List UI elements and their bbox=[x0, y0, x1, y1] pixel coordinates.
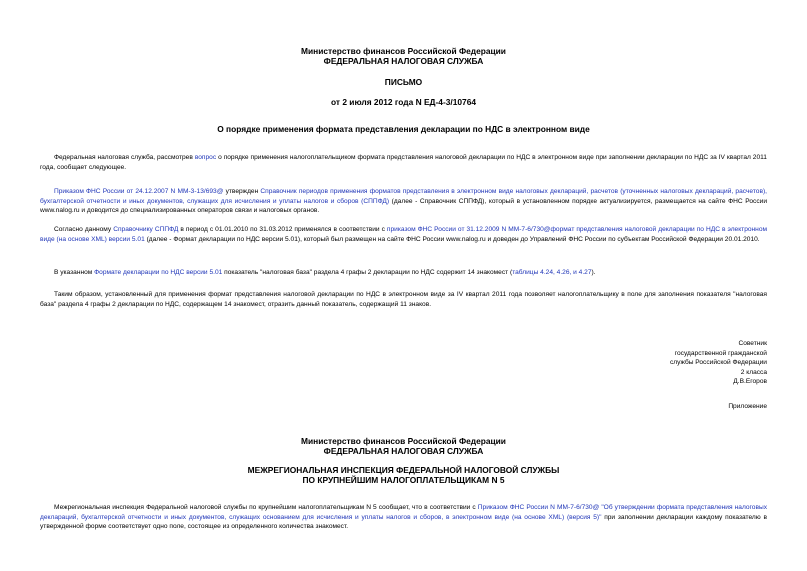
signature-rank-2: службы Российской Федерации bbox=[669, 359, 767, 367]
ministry-title-2: Министерство финансов Российской Федерации bbox=[301, 436, 506, 446]
inspection-title-line2: ПО КРУПНЕЙШИМ НАЛОГОПЛАТЕЛЬЩИКАМ N 5 bbox=[302, 475, 505, 485]
attachment-label: Приложение bbox=[728, 403, 767, 410]
paragraph-format bbox=[40, 225, 767, 244]
text: при заполнении декларации каждому показателю в утвержденной форме соответствует одно поле, состоящее из определенного количества знакомест. bbox=[40, 513, 767, 530]
text: Таким образом, установленный для применения формат представления налоговой декларации по НДС в электронном виде за IV квартал 2011 года позволяет налогоплательщику в поле для заполнения показателя "налоговая база" раздела 4 графы 2 декларации по НДС, содержащем 14 знакомест, отразить данный показатель, содержащий 11 знаков. bbox=[40, 291, 767, 308]
link-order-mm-3-13-693[interactable]: Приказом ФНС России от 24.12.2007 N ММ-3-13/693@ bbox=[54, 188, 224, 195]
paragraph-conclusion bbox=[40, 290, 767, 309]
paragraph-order bbox=[40, 187, 767, 216]
text: о порядке применения налогоплательщиком формата представления налоговой декларации по НДС в электронном виде при заполнении декларации по НДС за IV квартал 2011 года, сообщает следующее. bbox=[40, 154, 767, 171]
link-format-5-01[interactable]: формат представления налоговой декларации по НДС в электронном виде (на основе XML) версии 5.01 bbox=[40, 226, 768, 243]
link-sppfd[interactable]: Справочнику СППФД bbox=[113, 226, 179, 233]
document-date: от 2 июля 2012 года N ЕД-4-3/10764 bbox=[330, 97, 477, 107]
text: показатель "налоговая база" раздела 4 графы 2 декларации по НДС содержит 14 знакомест ( bbox=[222, 269, 513, 276]
text: Согласно данному bbox=[54, 226, 114, 233]
paragraph-inspection bbox=[40, 503, 767, 532]
link-order-730-format[interactable]: Приказом ФНС России N ММ-7-6/730@ "Об утверждении формата представления налоговых деклараций, бухгалтерской отчетности и иных документов, служащих основанием для исчисления и уплаты налогов и сборов, в электронном виде (на основе XML) (версия 5)" bbox=[40, 504, 768, 521]
text: в период с 01.01.2010 по 31.03.2012 применялся в соответствии с bbox=[178, 226, 387, 233]
service-title-2: ФЕДЕРАЛЬНАЯ НАЛОГОВАЯ СЛУЖБА bbox=[323, 446, 484, 456]
signature-block bbox=[670, 339, 767, 387]
signature-name: Д.В.Егоров bbox=[733, 378, 767, 386]
link-tables[interactable]: таблицы 4.24, 4.26, и 4.27 bbox=[512, 269, 592, 276]
paragraph-tax-base bbox=[40, 268, 767, 278]
text: Федеральная налоговая служба, рассмотрев bbox=[54, 154, 195, 161]
signature-position: Советник bbox=[738, 340, 767, 347]
document-type: ПИСЬМО bbox=[384, 77, 423, 87]
document-subject: О порядке применения формата представления декларации по НДС в электронном виде bbox=[217, 124, 590, 134]
text: Межрегиональная инспекция Федеральной налоговой службы по крупнейшим налогоплательщикам N 5 сообщает, что в соответствии с bbox=[54, 504, 478, 511]
signature-class: 2 класса bbox=[740, 368, 767, 376]
paragraph-intro bbox=[40, 153, 767, 172]
ministry-title: Министерство финансов Российской Федерации bbox=[301, 46, 506, 56]
link-question[interactable]: вопрос bbox=[194, 154, 217, 161]
link-order-mm-7-6-730[interactable]: приказом ФНС России от 31.12.2009 N ММ-7-6/730@ bbox=[386, 226, 551, 233]
text: ). bbox=[591, 269, 596, 276]
link-sppfd-reference[interactable]: Справочник периодов применения форматов представления в электронном виде налоговых деклараций, расчетов (уточненных налоговых деклараций, расчетов), бухгалтерской отчетности и иных документов, служащих для исчисления и уплаты налогов и сборов (СППФД) bbox=[40, 188, 767, 205]
inspection-title-line1: МЕЖРЕГИОНАЛЬНАЯ ИНСПЕКЦИЯ ФЕДЕРАЛЬНОЙ НАЛОГОВОЙ СЛУЖБЫ bbox=[247, 465, 560, 475]
signature-rank-1: государственной гражданской bbox=[674, 349, 767, 357]
text: В указанном bbox=[54, 269, 95, 276]
service-title: ФЕДЕРАЛЬНАЯ НАЛОГОВАЯ СЛУЖБА bbox=[323, 56, 484, 66]
text: (далее - Формат декларации по НДС версии 5.01), который был размещен на сайте ФНС России www.nalog.ru и доведен до Управлений ФНС России по субъектам Российской Федерации 20.01.2010. bbox=[144, 235, 760, 243]
text: утвержден bbox=[223, 188, 261, 195]
text: (далее - Справочник СППФД), который в установленном порядке актуализируется, размещается на сайте ФНС России www.nalog.ru и доводится до специализированных операторов связи и налоговых органов. bbox=[40, 197, 768, 214]
link-format-declaration[interactable]: Формате декларации по НДС версии 5.01 bbox=[94, 269, 223, 276]
